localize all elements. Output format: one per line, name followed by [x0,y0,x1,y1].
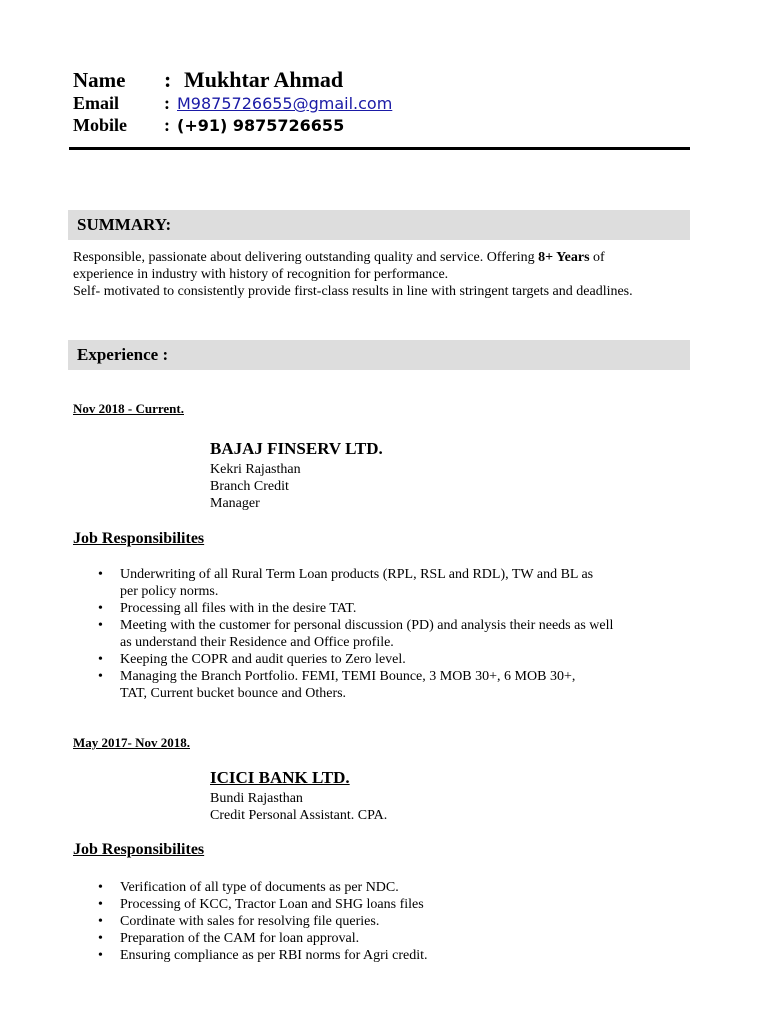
experience-title: Experience : [77,345,169,364]
bullet-glyph: • [98,914,103,929]
list-item-line: Preparation of the CAM for loan approval. [120,931,360,946]
bullet-glyph: • [98,880,103,895]
summary-line-1 [73,249,713,266]
job-2-dates: May 2017- Nov 2018. [73,735,190,750]
summary-section-bar [68,210,690,240]
summary-line-1-end: of [589,250,605,265]
bullet-glyph: • [98,931,103,946]
list-item [98,600,688,617]
name-label: Name [73,68,126,92]
summary-title: SUMMARY: [77,215,172,234]
bullet-glyph: • [98,669,103,684]
list-item [98,913,688,930]
summary-line-1-start: Responsible, passionate about delivering outstanding quality and service. Offering [73,250,539,265]
bullet-glyph: • [98,897,103,912]
job-2-location: Bundi Rajasthan [210,791,303,806]
list-item-line: as understand their Residence and Office profile. [120,635,394,650]
list-item [98,947,688,964]
list-item [98,668,688,702]
list-item-line: Processing all files with in the desire TAT. [120,601,357,616]
name-separator: : [164,67,172,92]
email-link[interactable]: M9875726655@gmail.com [177,94,393,113]
job-1-role-line-2: Manager [210,496,260,511]
list-item [98,566,688,600]
list-item-line: Meeting with the customer for personal discussion (PD) and analysis their needs as well [120,618,614,633]
email-separator: : [164,93,170,113]
job-1-details [210,461,301,512]
mobile-number: (+91) 9875726655 [177,116,345,135]
list-item-line: Verification of all type of documents as per NDC. [120,880,399,895]
experience-section-bar [68,340,690,370]
job-2-responsibilities-list [98,879,688,964]
bullet-glyph: • [98,618,103,633]
header-divider [69,147,690,150]
list-item-line: Underwriting of all Rural Term Loan products (RPL, RSL and RDL), TW and BL as [120,567,594,582]
summary-years-highlight: 8+ Years [538,250,590,265]
summary-text [73,249,713,300]
job-1-location: Kekri Rajasthan [210,462,301,477]
list-item-line: Processing of KCC, Tractor Loan and SHG loans files [120,897,424,912]
job-2-responsibilities-heading: Job Responsibilites [73,841,205,858]
candidate-name: Mukhtar Ahmad [184,67,344,92]
job-1-company: BAJAJ FINSERV LTD. [210,439,383,458]
job-1-responsibilities-list [98,566,688,702]
bullet-glyph: • [98,601,103,616]
job-2-details [210,790,387,824]
summary-line-2: experience in industry with history of recognition for performance. [73,267,449,282]
bullet-glyph: • [98,567,103,582]
email-label: Email [73,93,120,113]
mobile-label: Mobile [73,115,127,135]
mobile-separator: : [164,115,170,135]
job-2-role: Credit Personal Assistant. CPA. [210,808,388,823]
list-item [98,879,688,896]
list-item-line: Cordinate with sales for resolving file queries. [120,914,380,929]
list-item-line: per policy norms. [120,584,219,599]
job-1-dates: Nov 2018 - Current. [73,401,184,416]
job-2-company: ICICI BANK LTD. [210,768,350,787]
job-1-responsibilities-heading: Job Responsibilites [73,530,205,547]
summary-line-3: Self- motivated to consistently provide first-class results in line with stringent targets and deadlines. [73,284,633,299]
list-item [98,651,688,668]
job-1-role-line-1: Branch Credit [210,479,289,494]
list-item [98,930,688,947]
list-item-line: TAT, Current bucket bounce and Others. [120,686,347,701]
list-item-line: Ensuring compliance as per RBI norms for Agri credit. [120,948,428,963]
list-item-line: Managing the Branch Portfolio. FEMI, TEMI Bounce, 3 MOB 30+, 6 MOB 30+, [120,669,576,684]
list-item [98,896,688,913]
list-item [98,617,688,651]
bullet-glyph: • [98,948,103,963]
bullet-glyph: • [98,652,103,667]
list-item-line: Keeping the COPR and audit queries to Zero level. [120,652,406,667]
